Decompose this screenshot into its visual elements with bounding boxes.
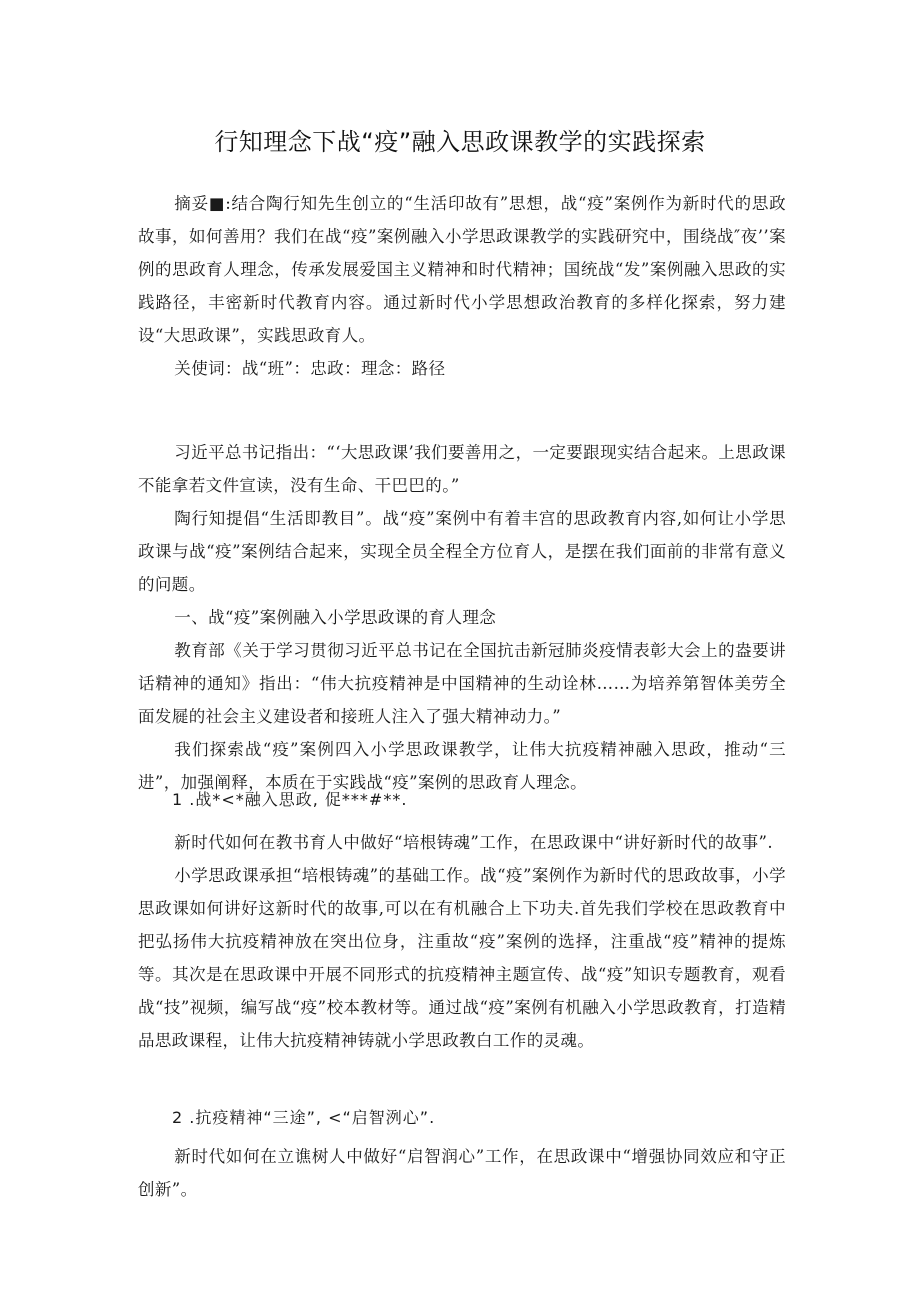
body-paragraph: 新时代如何在教书育人中做好“培根铸魂”工作，在思政课中“讲好新时代的故事”. — [174, 833, 773, 852]
abstract-block — [138, 187, 786, 385]
abstract-text: 结合陶行知先生创立的“生活印故有”思想，战“疫”案例作为新时代的思政故事，如何善用？我们在战“疫”案例融入小学思政课教学的实践研究中，围绕战″夜’’案例的思政育人理念，传承发展爱国主义精神和时代精神；国统战“发”案例融入思政的实践路径，丰密新时代教育内容。通过新时代小学思想政治教育的多样化探索，努力建设“大思政课”，实践思政育人。 — [138, 194, 787, 345]
body-paragraph: 习近平总书记指出：“‘大思政课’我们要善用之，一定要跟现实结合起来。上思政课不能拿若文件宣读，没有生命、干巴巴的。” — [138, 443, 786, 495]
abstract-label: 摘妥■: — [174, 194, 232, 213]
body-block-2 — [138, 826, 786, 1057]
body-paragraph: 陶行知提倡“生活即教目”。战“疫”案例中有着丰宫的思政教育内容,如何让小学思政课与战“疫”案例结合起来，实现全员全程全方位育人，是摆在我们面前的非常有意义的问题。 — [138, 509, 786, 594]
body-paragraph: 教育部《关于学习贯彻习近平总书记在全国抗击新冠肺炎疫情表彰大会上的盎要讲话精神的通知》指出：“伟大抗疫精神是中国精神的生动诠林……为培养第智体美劳全面发屣的社会主义建设者和接班人注入了强大精神动力。” — [138, 641, 786, 726]
subheading-2: 2 .抗疫精神“三途”, <“启智洌心”. — [172, 1108, 436, 1127]
document-title: 行知理念下战“疫”融入思政课教学的实践探索 — [214, 128, 706, 156]
body-paragraph: 小学思政课承担“培根铸魂”的基础工作。战“疫”案例作为新时代的思政故事，小学思政课如何讲好这新时代的故事,可以在有机融合上下功夫.首先我们学校在思政教育中把弘扬伟大抗疫精神放在突出位身，注重故“疫”案例的选择，注重战“疫”精神的提炼等。其次是在思政课中开展不同形式的抗疫精神主题宣传、战“疫”知识专题教育，观看战“技”视频，编写战“疫”校本教材等。通过战“疫”案例有机融入小学思政教育，打造精品思政课程，让伟大抗疫精神铸就小学思政教白工作的灵魂。 — [138, 866, 786, 1050]
body-paragraph: 新时代如何在立谯树人中做好“启智润心”工作，在思政课中“增强协同效应和守正创新”。 — [138, 1147, 786, 1199]
section-heading: 一、战“疫”案例融入小学思政课的育人理念 — [174, 608, 497, 627]
subheading-1: 1 .战*<*融入思政, 促***#**. — [172, 790, 408, 809]
body-paragraph: 我们探索战“疫”案例四入小学思政课教学，让伟大抗疫精神融入思政，推动“三进”，加强阐释，本质在于实践战“疫”案例的思政育人理念。 — [138, 740, 786, 792]
keywords-line: 关使词：战“班”：忠政：理念：路径 — [174, 359, 446, 378]
abstract-paragraph — [138, 187, 786, 352]
body-block-1 — [138, 436, 786, 799]
body-block-3 — [138, 1123, 786, 1206]
